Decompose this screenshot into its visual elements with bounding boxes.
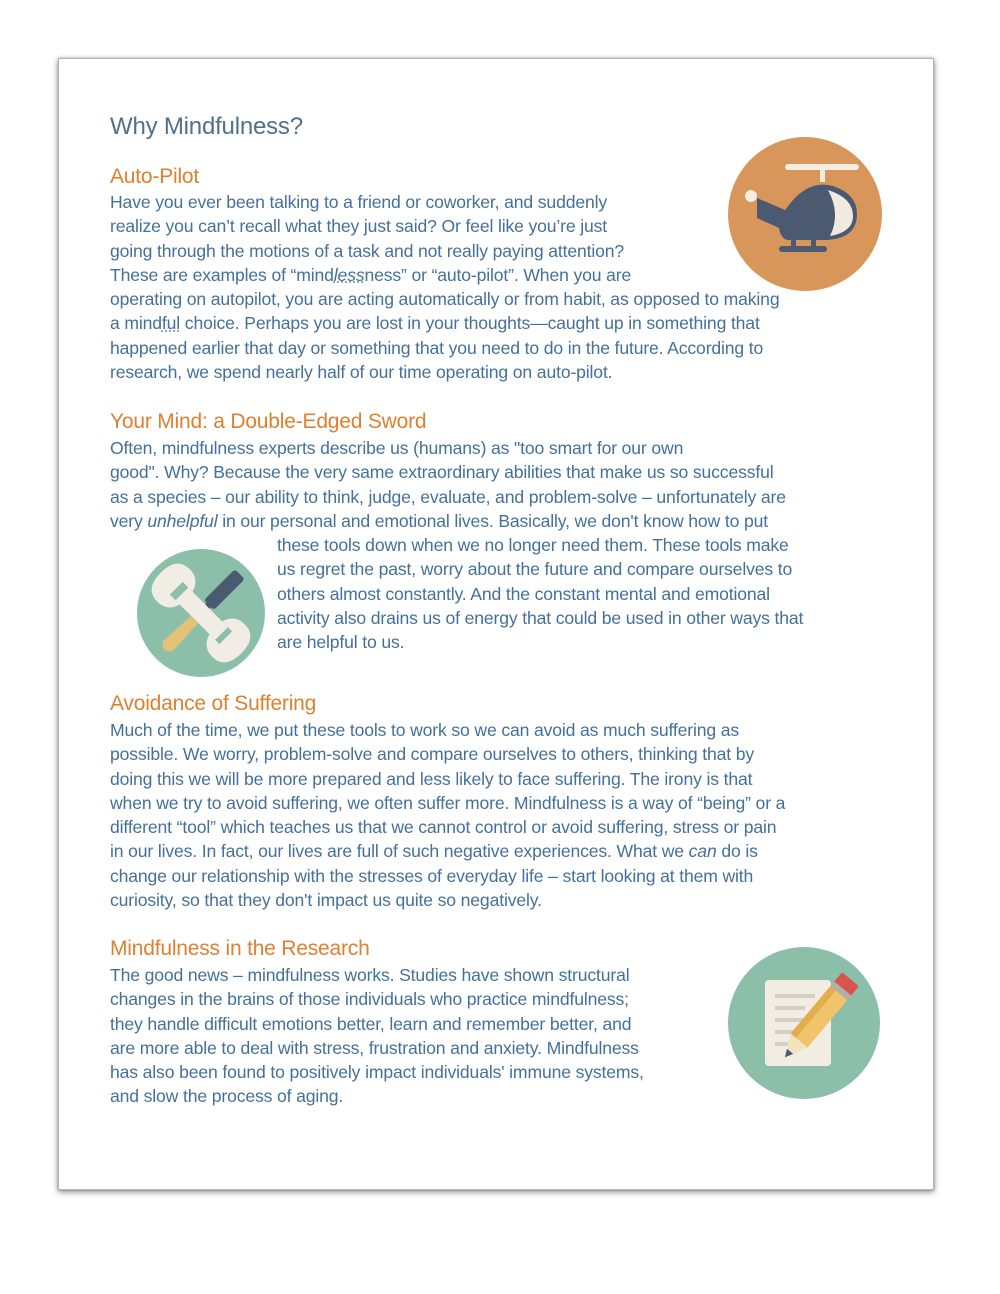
section-heading-mindfulness-research: Mindfulness in the Research: [110, 937, 370, 960]
section-heading-avoidance-of-suffering: Avoidance of Suffering: [110, 692, 317, 715]
wrench-screwdriver-icon: [136, 548, 266, 678]
text-line: very unhelpful in our personal and emotional lives. Basically, we don't know how to put: [110, 510, 768, 531]
text-line: Much of the time, we put these tools to work so we can avoid as much suffering as: [110, 720, 740, 740]
text-line: research, we spend nearly half of our time operating on auto-pilot.: [110, 362, 613, 383]
section-body-mindfulness-research: [110, 963, 644, 1109]
text-line: as a species – our ability to think, judge, evaluate, and problem-solve – unfortunately are: [110, 486, 786, 507]
document-page: [58, 58, 934, 1190]
text-line: These are examples of “mindlessness” or “auto-pilot”. When you are: [110, 264, 632, 285]
emphasis-text: unhelpful: [147, 510, 218, 531]
text-line: in our lives. In fact, our lives are full of such negative experiences. What we can do is: [110, 841, 758, 862]
text-line: change our relationship with the stresses of everyday life – start looking at them with: [110, 865, 754, 886]
text-line: different “tool” which teaches us that we cannot control or avoid suffering, stress or pain: [110, 817, 777, 838]
text-line: Have you ever been talking to a friend or coworker, and suddenly: [110, 192, 608, 212]
text-line: us regret the past, worry about the future and compare ourselves to: [277, 559, 793, 580]
text-line: are more able to deal with stress, frustration and anxiety. Mindfulness: [110, 1037, 639, 1058]
text-line: Often, mindfulness experts describe us (humans) as "too smart for our own: [110, 438, 684, 458]
helicopter-icon: [727, 136, 883, 292]
text-line: going through the motions of a task and not really paying attention?: [110, 240, 625, 261]
page-title: Why Mindfulness?: [110, 113, 303, 140]
text-line: changes in the brains of those individuals who practice mindfulness;: [110, 989, 629, 1010]
text-line: curiosity, so that they don't impact us quite so negatively.: [110, 890, 542, 911]
text-line: possible. We worry, problem-solve and compare ourselves to others, thinking that by: [110, 744, 755, 765]
notepad-pencil-icon: [727, 946, 881, 1100]
text-line: has also been found to positively impact individuals' immune systems,: [110, 1062, 644, 1083]
text-line: others almost constantly. And the constant mental and emotional: [277, 583, 770, 604]
text-line: a mindful choice. Perhaps you are lost in your thoughts—caught up in something that: [110, 313, 760, 334]
text-line: when we try to avoid suffering, we often suffer more. Mindfulness is a way of “being” or a: [110, 792, 786, 813]
section-body-auto-pilot: [110, 190, 779, 384]
text-line: operating on autopilot, you are acting automatically or from habit, as opposed to making: [110, 289, 780, 310]
emphasis-text: can: [688, 841, 717, 862]
section-heading-auto-pilot: Auto-Pilot: [110, 165, 200, 188]
text-line: doing this we will be more prepared and less likely to face suffering. The irony is that: [110, 768, 753, 789]
text-line: realize you can’t recall what they just said? Or feel like you’re just: [110, 216, 608, 237]
text-line: these tools down when we no longer need them. These tools make: [277, 535, 789, 556]
text-line: they handle difficult emotions better, learn and remember better, and: [110, 1013, 632, 1034]
text-line: happened earlier that day or something that you need to do in the future. According to: [110, 337, 764, 358]
text-line: good". Why? Because the very same extraordinary abilities that make us so successful: [110, 462, 774, 483]
text-line: activity also drains us of energy that could be used in other ways that: [277, 608, 804, 629]
underlined-text: ful: [161, 313, 181, 334]
text-line: The good news – mindfulness works. Studies have shown structural: [110, 965, 630, 985]
section-heading-double-edged-sword: Your Mind: a Double-Edged Sword: [110, 410, 427, 433]
text-line: are helpful to us.: [277, 632, 405, 653]
section-body-avoidance-of-suffering: [110, 718, 785, 912]
text-line: and slow the process of aging.: [110, 1086, 344, 1107]
emphasis-text: less: [333, 264, 365, 285]
